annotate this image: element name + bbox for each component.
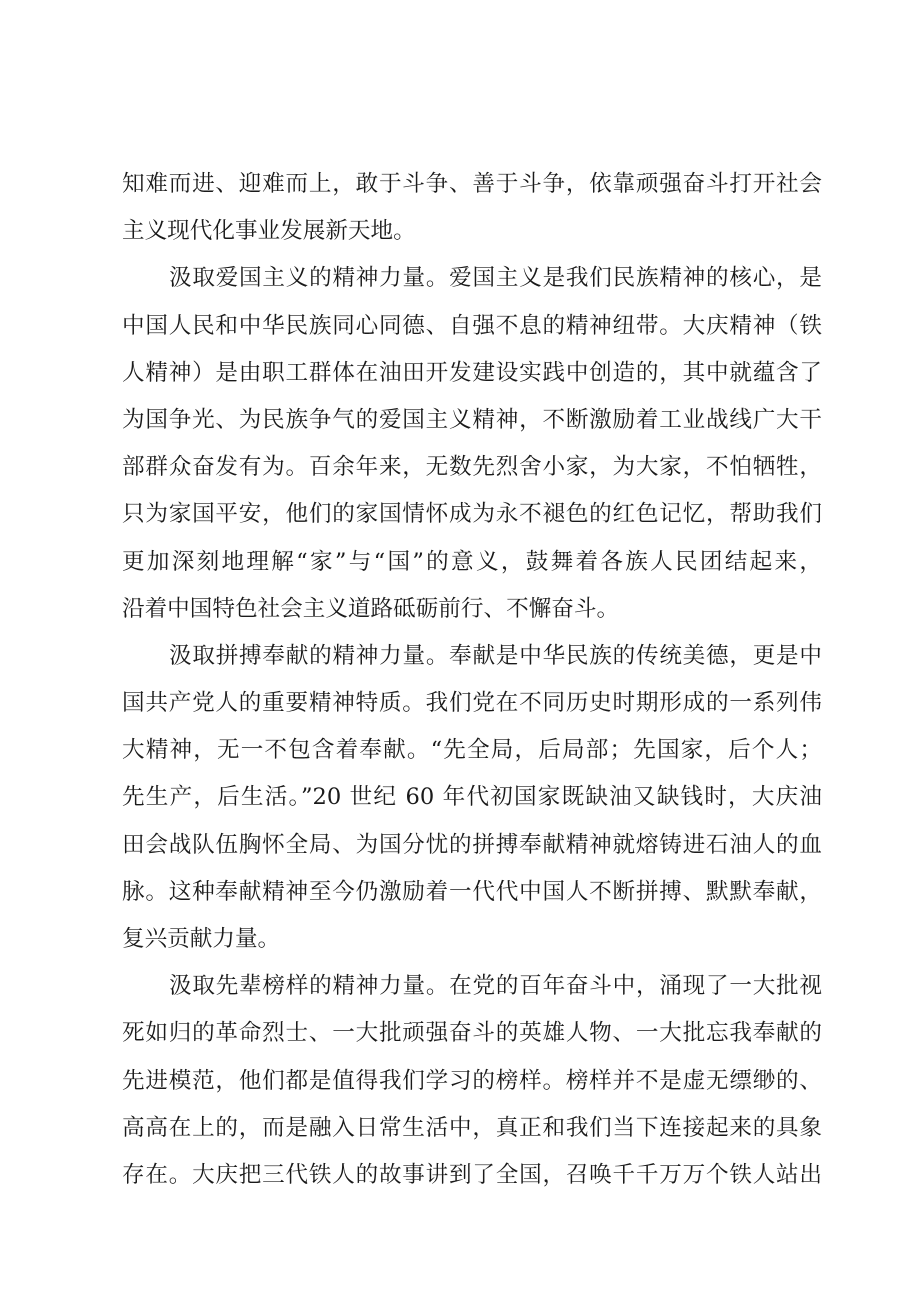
text-line: 人精神）是由职工群体在油田开发建设实践中创造的，其中就蕴含了 <box>122 359 822 386</box>
text-line: 复兴贡献力量。 <box>122 926 281 952</box>
text-line: 主义现代化事业发展新天地。 <box>122 218 416 245</box>
paragraph-3 <box>122 633 822 963</box>
text-line: 部群众奋发有为。百余年来，无数先烈舍小家，为大家，不怕牺牲， <box>122 454 822 481</box>
text-line: 存在。大庆把三代铁人的故事讲到了全国，召唤千千万万个铁人站出 <box>122 1161 822 1188</box>
text-line: 沿着中国特色社会主义道路砥砺前行、不懈奋斗。 <box>122 595 620 622</box>
text-line: 汲取爱国主义的精神力量。爱国主义是我们民族精神的核心，是 <box>169 265 822 292</box>
text-line: 高高在上的，而是融入日常生活中，真正和我们当下连接起来的具象 <box>122 1114 822 1141</box>
text-line: 大精神，无一不包含着奉献。“先全局，后局部；先国家，后个人； <box>122 737 822 764</box>
paragraph-2 <box>122 255 822 633</box>
text-line: 田会战队伍胸怀全局、为国分忧的拼搏奉献精神就熔铸进石油人的血 <box>122 831 822 858</box>
text-line: 先生产，后生活。”20 世纪 60 年代初国家既缺油又缺钱时，大庆油 <box>122 784 822 811</box>
paragraph-4 <box>122 963 822 1199</box>
text-line: 脉。这种奉献精神至今仍激励着一代代中国人不断拼搏、默默奉献， <box>122 878 822 905</box>
text-line: 知难而进、迎难而上，敢于斗争、善于斗争，依靠顽强奋斗打开社会 <box>122 171 822 197</box>
text-line: 汲取拼搏奉献的精神力量。奉献是中华民族的传统美德，更是中 <box>169 642 822 669</box>
text-line: 汲取先辈榜样的精神力量。在党的百年奋斗中，涌现了一大批视 <box>169 973 822 1000</box>
text-line: 先进模范，他们都是值得我们学习的榜样。榜样并不是虚无缥缈的、 <box>122 1067 822 1094</box>
text-line: 中国人民和中华民族同心同德、自强不息的精神纽带。大庆精神（铁 <box>122 312 822 339</box>
text-line: 只为家国平安，他们的家国情怀成为永不褪色的红色记忆，帮助我们 <box>122 501 822 528</box>
body-text <box>122 161 822 1199</box>
text-line: 为国争光、为民族争气的爱国主义精神，不断激励着工业战线广大干 <box>122 406 822 433</box>
text-line: 死如归的革命烈士、一大批顽强奋斗的英雄人物、一大批忘我奉献的 <box>122 1020 822 1047</box>
text-line: 国共产党人的重要精神特质。我们党在不同历史时期形成的一系列伟 <box>122 690 822 717</box>
text-line: 更加深刻地理解“家”与“国”的意义，鼓舞着各族人民团结起来， <box>122 548 822 575</box>
paragraph-1 <box>122 161 822 255</box>
